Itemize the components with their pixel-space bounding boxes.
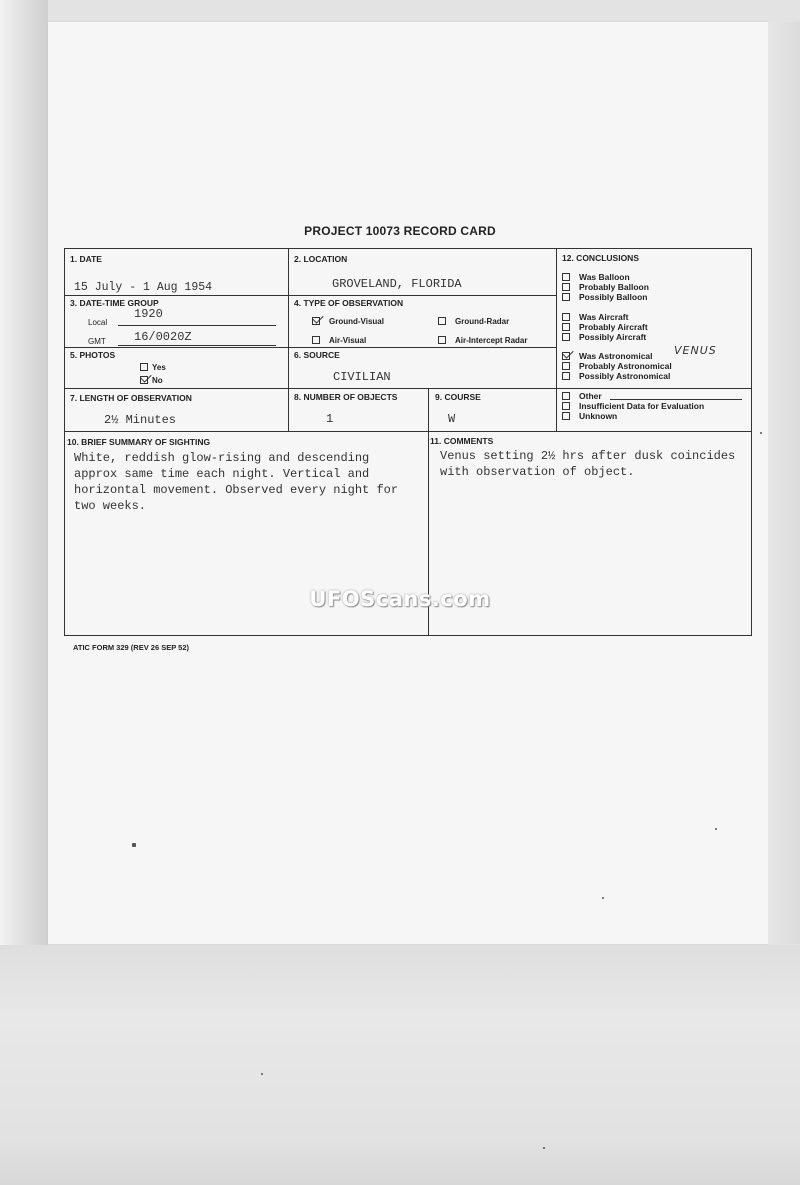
checkbox	[562, 412, 570, 420]
checkbox	[562, 402, 570, 410]
checkbox	[438, 336, 446, 344]
handwritten-venus-note: VENUS	[674, 344, 717, 357]
checkbox	[562, 392, 570, 400]
conclusion-probably-astronomical: Probably Astronomical	[562, 361, 672, 371]
conclusion-was-balloon: Was Balloon	[562, 272, 630, 282]
source-value: CIVILIAN	[333, 370, 391, 384]
scan-bottom-area	[0, 945, 800, 1185]
conclusion-possibly-astronomical: Possibly Astronomical	[562, 371, 670, 381]
dust-speck	[760, 432, 762, 434]
conclusion-possibly-balloon: Possibly Balloon	[562, 292, 648, 302]
checkbox	[562, 323, 570, 331]
photos-label: 5. PHOTOS	[70, 350, 116, 360]
dust-speck	[715, 828, 717, 830]
location-value: GROVELAND, FLORIDA	[332, 277, 462, 291]
checkbox	[562, 362, 570, 370]
obs-option-ground-radar: Ground-Radar	[438, 317, 509, 326]
local-value: 1920	[134, 307, 163, 321]
location-label: 2. LOCATION	[294, 254, 348, 264]
dust-speck	[132, 843, 136, 847]
conclusion-other: Other	[562, 391, 602, 401]
watermark: UFOScans.com	[309, 587, 491, 611]
checkbox-checked	[562, 352, 570, 360]
checkbox	[562, 283, 570, 291]
observation-type-label: 4. TYPE OF OBSERVATION	[294, 298, 404, 308]
scan-right-edge	[768, 22, 800, 944]
num-objects-value: 1	[326, 412, 334, 426]
num-objects-label: 8. NUMBER OF OBJECTS	[294, 392, 398, 402]
summary-label: 10. BRIEF SUMMARY OF SIGHTING	[67, 437, 211, 447]
checkbox	[562, 333, 570, 341]
checkbox	[312, 336, 320, 344]
obs-option-ground-visual: Ground-Visual	[312, 317, 384, 326]
checkbox-checked	[312, 317, 320, 325]
checkbox	[140, 363, 148, 371]
gmt-label: GMT	[88, 337, 106, 346]
photos-option-no: No	[140, 376, 163, 385]
summary-text: White, reddish glow-rising and descending approx same time each night. Vertical and horizontal movement. Observed every night for two weeks.	[74, 451, 399, 513]
length-value: 2½ Minutes	[104, 413, 177, 427]
length-label: 7. LENGTH OF OBSERVATION	[70, 393, 192, 403]
checkbox	[562, 372, 570, 380]
obs-option-air-visual: Air-Visual	[312, 336, 366, 345]
local-label: Local	[88, 318, 108, 327]
source-label: 6. SOURCE	[294, 350, 340, 360]
photos-option-yes: Yes	[140, 363, 166, 372]
gmt-value: 16/0020Z	[134, 330, 192, 344]
form-id: ATIC FORM 329 (REV 26 SEP 52)	[73, 643, 190, 652]
checkbox-checked	[140, 376, 148, 384]
dust-speck	[543, 1147, 545, 1149]
conclusion-possibly-aircraft: Possibly Aircraft	[562, 332, 646, 342]
checkbox	[562, 313, 570, 321]
datetime-group-label: 3. DATE-TIME GROUP	[70, 298, 159, 308]
checkbox	[562, 293, 570, 301]
conclusion-was-astronomical: Was Astronomical	[562, 351, 653, 361]
comments-text: Venus setting 2½ hrs after dusk coincides with observation of object.	[440, 449, 736, 479]
checkbox	[562, 273, 570, 281]
course-label: 9. COURSE	[435, 392, 481, 402]
date-value: 15 July - 1 Aug 1954	[74, 281, 213, 294]
course-value: W	[448, 412, 456, 426]
comments-label: 11. COMMENTS	[430, 436, 494, 446]
obs-option-air-intercept-radar: Air-Intercept Radar	[438, 336, 527, 345]
dust-speck	[261, 1073, 263, 1075]
conclusion-probably-balloon: Probably Balloon	[562, 282, 649, 292]
dust-speck	[602, 897, 604, 899]
checkbox	[438, 317, 446, 325]
record-card	[64, 248, 752, 636]
conclusion-unknown: Unknown	[562, 411, 617, 421]
date-label: 1. DATE	[70, 254, 102, 264]
conclusion-insufficient-data: Insufficient Data for Evaluation	[562, 401, 704, 411]
conclusion-probably-aircraft: Probably Aircraft	[562, 322, 648, 332]
conclusions-label: 12. CONCLUSIONS	[562, 253, 639, 263]
card-title: PROJECT 10073 RECORD CARD	[304, 224, 496, 238]
conclusion-was-aircraft: Was Aircraft	[562, 312, 628, 322]
